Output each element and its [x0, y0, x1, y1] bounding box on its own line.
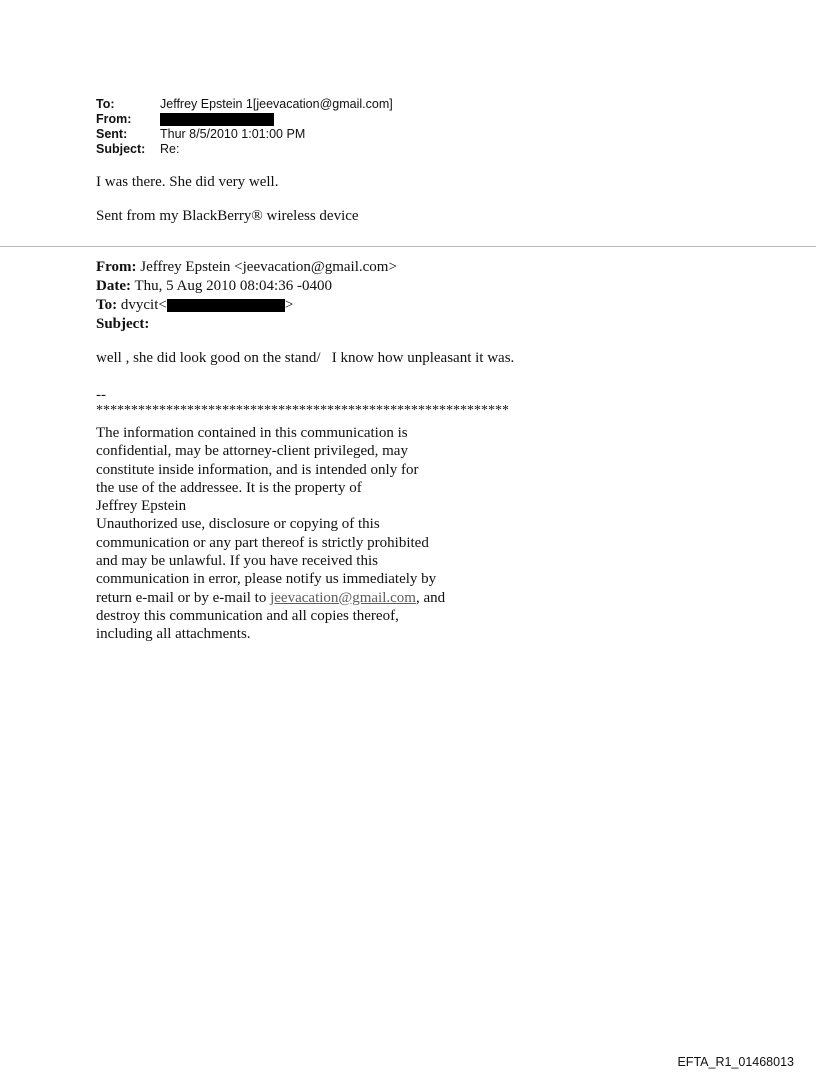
fwd-date-label: Date: — [96, 278, 131, 294]
sent-row — [96, 126, 393, 141]
redaction-box — [167, 299, 285, 312]
fwd-from-row — [96, 258, 397, 277]
fwd-subject-label: Subject: — [96, 316, 150, 332]
disclaimer-line: confidential, may be attorney-client privileged, may — [96, 443, 408, 460]
to-value: Jeffrey Epstein 1[jeevacation@gmail.com] — [160, 96, 393, 111]
to-label: To: — [96, 96, 115, 111]
subject-value: Re: — [160, 141, 180, 156]
disclaimer-text: return e-mail or by e-mail to — [96, 589, 271, 606]
disclaimer-line: destroy this communication and all copies thereof, — [96, 607, 399, 624]
disclaimer — [96, 424, 445, 644]
stars-line: *********************************************************** — [96, 403, 509, 418]
disclaimer-line: communication in error, please notify us immediately by — [96, 571, 437, 588]
subject-row — [96, 141, 393, 156]
fwd-date-value: Thu, 5 Aug 2010 08:04:36 -0400 — [134, 278, 332, 294]
disclaimer-line: The information contained in this communication is — [96, 425, 408, 441]
disclaimer-line: communication or any part thereof is strictly prohibited — [96, 534, 429, 551]
forwarded-header — [96, 258, 397, 334]
sent-label: Sent: — [96, 126, 128, 141]
from-row — [96, 111, 393, 126]
body-line: I was there. She did very well. — [96, 174, 279, 190]
fwd-from-value: Jeffrey Epstein <jeevacation@gmail.com> — [140, 259, 397, 275]
fwd-from-label: From: — [96, 259, 137, 275]
signature-separator: -- — [96, 387, 106, 403]
disclaimer-line — [96, 589, 445, 607]
subject-label: Subject: — [96, 141, 146, 156]
fwd-message: well , she did look good on the stand/ I know how unpleasant it was. — [96, 350, 515, 366]
disclaimer-text: , and — [415, 589, 446, 606]
redaction-box — [160, 113, 274, 126]
from-label: From: — [96, 111, 132, 126]
to-row — [96, 96, 393, 111]
disclaimer-line: and may be unlawful. If you have received this — [96, 553, 378, 570]
disclaimer-line: Unauthorized use, disclosure or copying of this — [96, 516, 380, 533]
disclaimer-line: including all attachments. — [96, 626, 251, 643]
disclaimer-line: Jeffrey Epstein — [96, 498, 187, 515]
sent-value: Thur 8/5/2010 1:01:00 PM — [160, 126, 306, 141]
disclaimer-line: the use of the addressee. It is the property of — [96, 479, 362, 496]
email-link[interactable]: jeevacation@gmail.com — [270, 589, 416, 606]
fwd-to-row — [96, 296, 397, 315]
fwd-to-suffix: > — [284, 297, 294, 313]
divider — [0, 246, 816, 247]
signature-line: Sent from my BlackBerry® wireless device — [96, 208, 359, 224]
document-id: EFTA_R1_01468013 — [677, 1055, 794, 1069]
disclaimer-line: constitute inside information, and is intended only for — [96, 461, 419, 478]
fwd-to-prefix: dvycit< — [120, 297, 167, 313]
fwd-date-row — [96, 277, 397, 296]
email-header — [96, 96, 393, 156]
fwd-subject-row — [96, 315, 397, 334]
fwd-to-label: To: — [96, 297, 118, 313]
